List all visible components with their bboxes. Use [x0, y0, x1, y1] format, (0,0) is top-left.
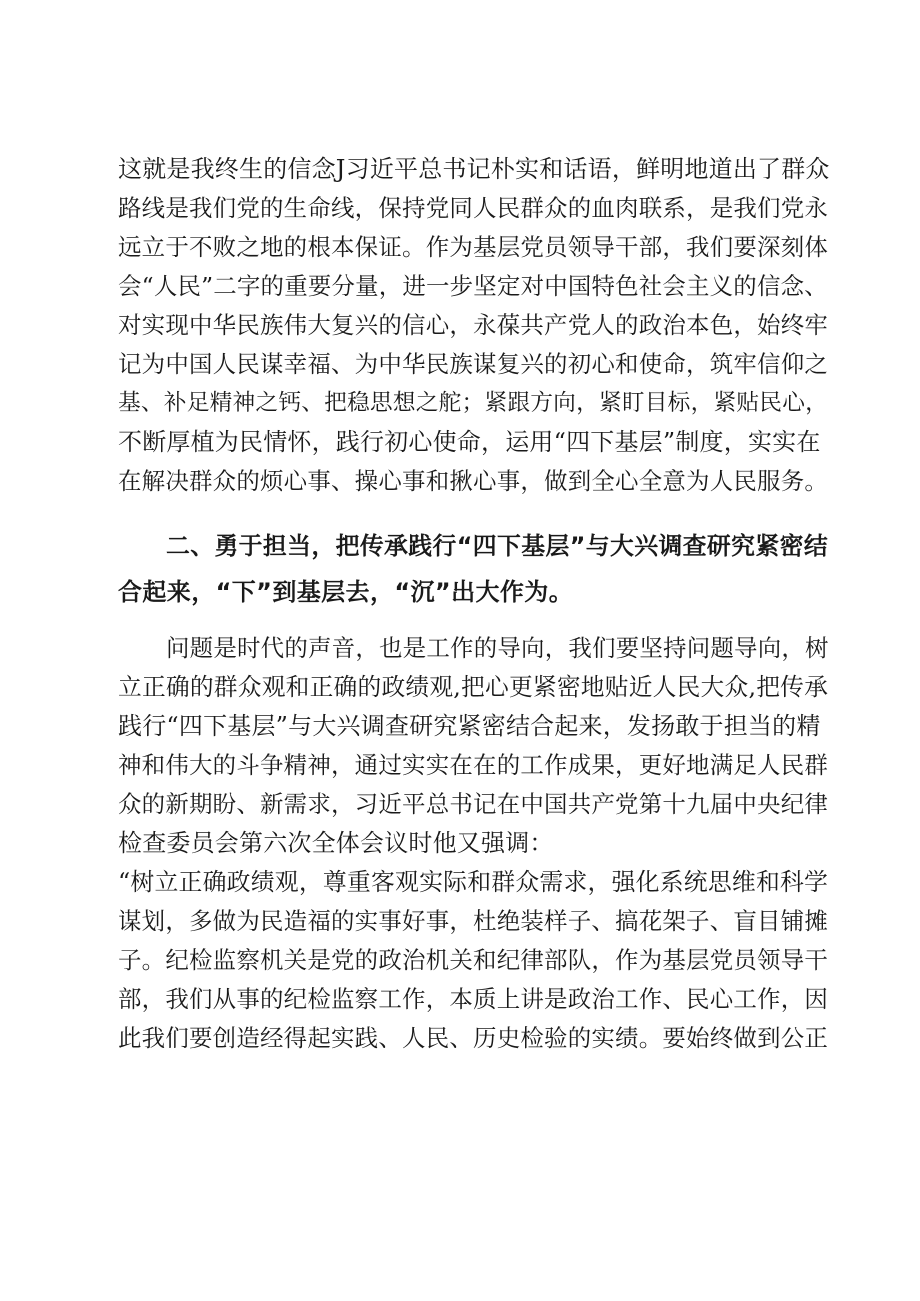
paragraph-1-line: 基、补足精神之钙、把稳思想之舵；紧跟方向，紧盯目标，紧贴民心，	[118, 390, 828, 416]
paragraph-2-line: 践行“四下基层”与大兴调查研究紧密结合起来，发扬敢于担当的精	[118, 712, 821, 740]
paragraph-1-line: 在解决群众的烦心事、操心事和揪心事，做到全心全意为人民服务。	[118, 467, 829, 495]
paragraph-1-line: 路线是我们党的生命线，保持党同人民群众的血肉联系，是我们党永	[118, 194, 829, 222]
paragraph-1-line: 远立于不败之地的根本保证。作为基层党员领导干部，我们要深刻体	[118, 233, 829, 261]
paragraph-3-line: 部，我们从事的纪检监察工作，本质上讲是政治工作、民心工作，因	[118, 985, 829, 1013]
paragraph-2-line: 众的新期盼、新需求，习近平总书记在中国共产党第十九届中央纪律	[118, 790, 829, 818]
paragraph-3-line: 子。纪检监察机关是党的政治机关和纪律部队，作为基层党员领导干	[118, 946, 829, 974]
paragraph-1-line: 不断厚植为民情怀，践行初心使命，运用“四下基层”制度，实实在	[118, 428, 821, 456]
paragraph-1-line: 对实现中华民族伟大复兴的信心，永葆共产党人的政治本色，始终牢	[118, 311, 829, 339]
paragraph-2-line: 问题是时代的声音，也是工作的导向，我们要坚持问题导向，树	[166, 634, 829, 662]
paragraph-3	[118, 863, 830, 1058]
paragraph-2-line: 检查委员会第六次全体会议时他又强调：	[118, 829, 554, 857]
paragraph-2-line: 立正确的群众观和正确的政绩观,把心更紧密地贴近人民大众,把传承	[118, 673, 829, 701]
paragraph-3-line: “树立正确政绩观，尊重客观实际和群众需求，强化系统思维和科学	[118, 868, 829, 896]
paragraph-3-line: 谋划，多做为民造福的实事好事，杜绝装样子、搞花架子、盲目铺摊	[118, 907, 829, 935]
paragraph-1-line: 记为中国人民谋幸福、为中华民族谋复兴的初心和使命，筑牢信仰之	[118, 350, 829, 378]
paragraph-2-line: 神和伟大的斗争精神，通过实实在在的工作成果，更好地满足人民群	[118, 751, 829, 779]
paragraph-1	[118, 150, 830, 501]
section-heading-line: 合起来，“下”到基层去，“沉”出大作为。	[118, 578, 574, 606]
paragraph-2	[118, 629, 830, 863]
paragraph-1-line: 会“人民”二字的重要分量，进一步坚定对中国特色社会主义的信念、	[118, 272, 828, 300]
section-heading-2	[118, 523, 830, 615]
section-heading-line: 二、勇于担当，把传承践行“四下基层”与大兴调查研究紧密结	[166, 532, 829, 560]
document-page	[118, 150, 830, 1058]
paragraph-3-line: 此我们要创造经得起实践、人民、历史检验的实绩。要始终做到公正	[118, 1024, 829, 1052]
paragraph-1-line: 这就是我终生的信念J习近平总书记朴实和话语，鲜明地道出了群众	[118, 155, 830, 183]
